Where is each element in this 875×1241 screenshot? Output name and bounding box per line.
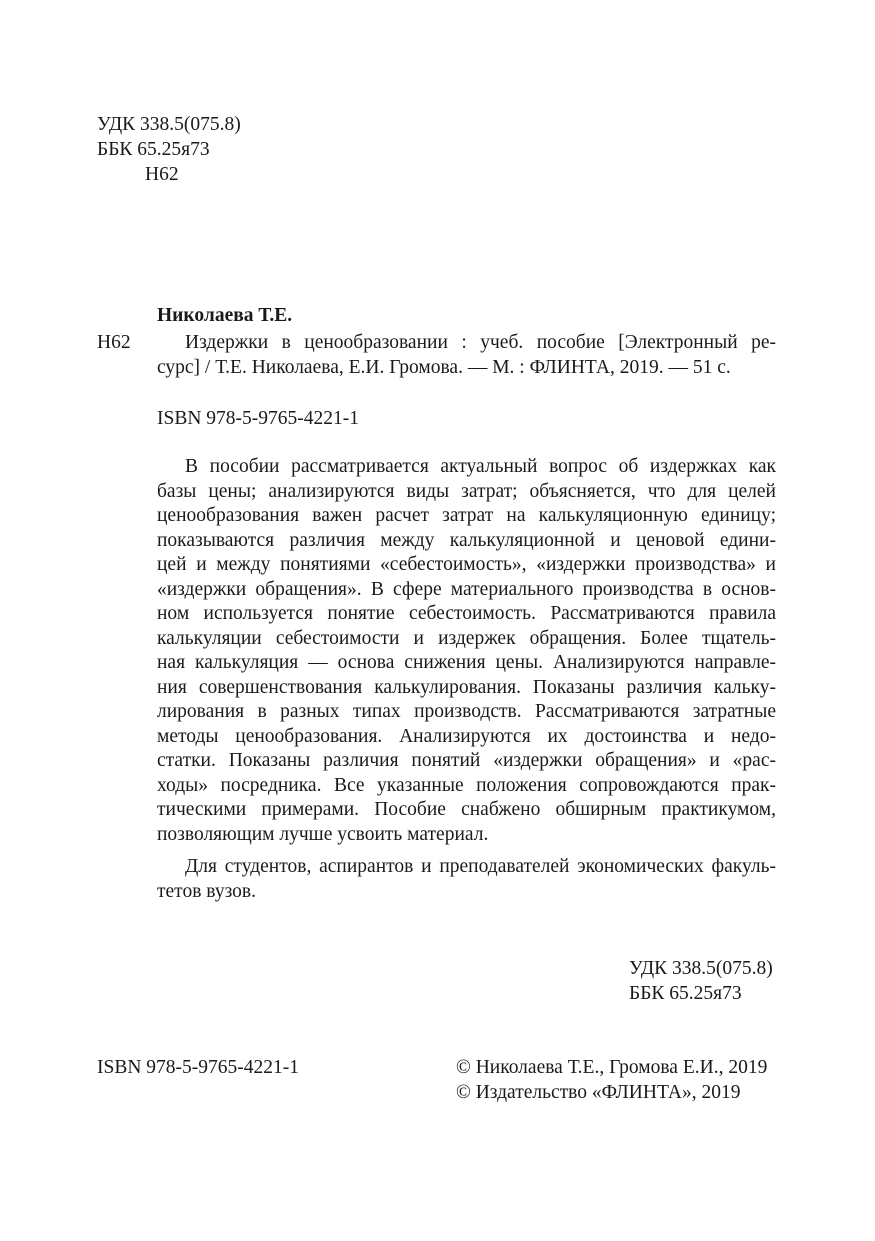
abstract-line: базы цены; анализируются виды затрат; объясняется, что для целей bbox=[157, 480, 776, 502]
bbk-bottom: ББК 65.25я73 bbox=[629, 983, 742, 1004]
udk-top: УДК 338.5(075.8) bbox=[97, 114, 241, 135]
bibliographic-line: Издержки в ценообразовании : учеб. пособие [Электронный ре- bbox=[185, 332, 776, 353]
abstract-line: калькуляции себестоимости и издержек обращения. Более тщатель- bbox=[157, 627, 776, 649]
abstract-line: ном используется понятие себестоимость. Рассматриваются правила bbox=[157, 603, 776, 624]
bbk-top: ББК 65.25я73 bbox=[97, 139, 210, 160]
bibliographic-line: сурс] / Т.Е. Николаева, Е.И. Громова. — М. : ФЛИНТА, 2019. — 51 с. bbox=[157, 356, 731, 378]
abstract-line: лирования в разных типах производств. Рассматриваются затратные bbox=[157, 701, 776, 722]
author-mark-top: Н62 bbox=[145, 164, 179, 185]
audience-line: Для студентов, аспирантов и преподавателей экономических факуль- bbox=[185, 856, 776, 877]
abstract-line: ходы» посредника. Все указанные положения сопровождаются прак- bbox=[157, 774, 776, 796]
abstract-line: В пособии рассматривается актуальный вопрос об издержках как bbox=[185, 456, 776, 477]
author-name: Николаева Т.Е. bbox=[157, 305, 293, 326]
abstract-line: показываются различия между калькуляционной и ценовой едини- bbox=[157, 529, 776, 551]
isbn-bottom: ISBN 978-5-9765-4221-1 bbox=[97, 1057, 300, 1078]
abstract-line: ния совершенствования калькулирования. Показаны различия кальку- bbox=[157, 676, 776, 698]
author-mark-left: Н62 bbox=[97, 332, 131, 353]
bibliographic-description bbox=[157, 331, 776, 380]
audience-line: тетов вузов. bbox=[157, 880, 256, 902]
abstract bbox=[157, 455, 776, 847]
abstract-line: цей и между понятиями «себестоимость», «издержки производства» и bbox=[157, 554, 776, 575]
abstract-line: тическими примерами. Пособие снабжено обширным практикумом, bbox=[157, 799, 776, 820]
udk-bottom: УДК 338.5(075.8) bbox=[629, 958, 773, 979]
abstract-line: статки. Показаны различия понятий «издержки обращения» и «рас- bbox=[157, 750, 776, 771]
abstract-line: «издержки обращения». В сфере материального производства в основ- bbox=[157, 578, 776, 600]
abstract-line: позволяющим лучше усвоить материал. bbox=[157, 823, 489, 845]
abstract-line: ная калькуляция — основа снижения цены. Анализируются направле- bbox=[157, 652, 776, 673]
copyright-authors: © Николаева Т.Е., Громова Е.И., 2019 bbox=[456, 1057, 768, 1078]
abstract-line: методы ценообразования. Анализируются их достоинства и недо- bbox=[157, 725, 776, 747]
isbn-main: ISBN 978-5-9765-4221-1 bbox=[157, 408, 360, 429]
abstract-line: ценообразования важен расчет затрат на калькуляционную единицу; bbox=[157, 505, 776, 526]
copyright-publisher: © Издательство «ФЛИНТА», 2019 bbox=[456, 1082, 741, 1103]
audience-note bbox=[157, 855, 776, 904]
